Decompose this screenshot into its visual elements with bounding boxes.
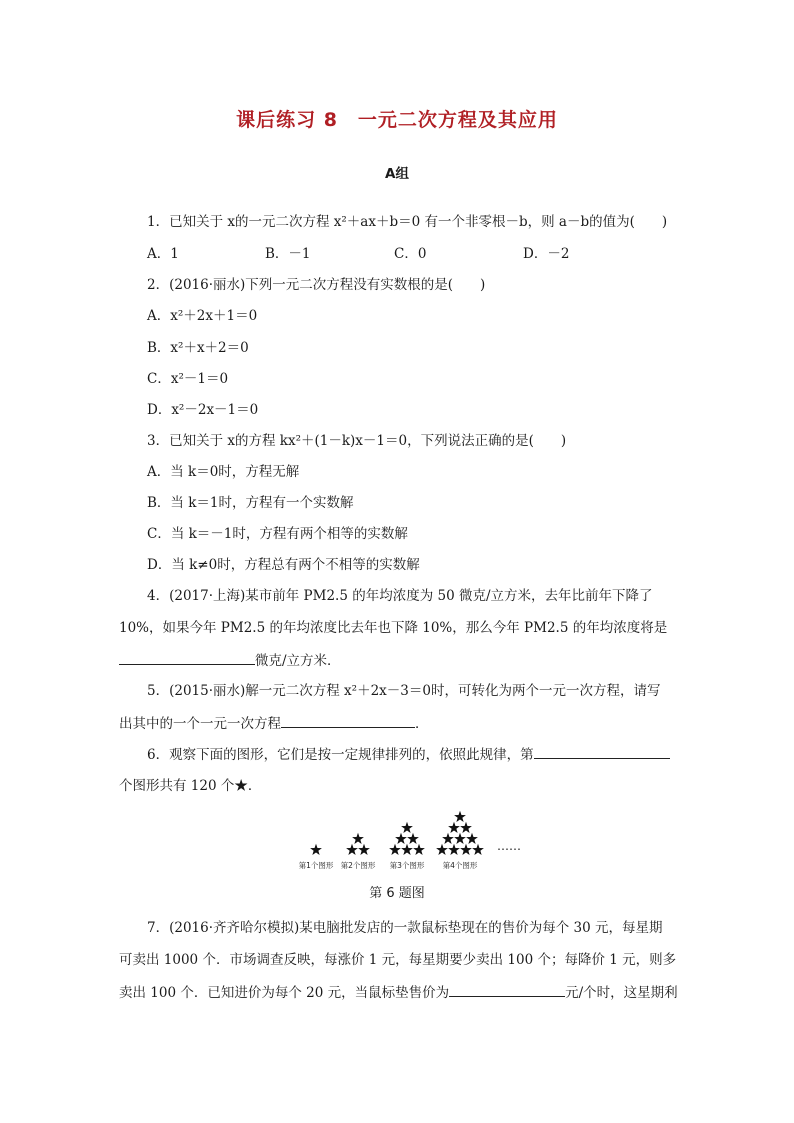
figure-ellipsis: …… xyxy=(497,839,521,853)
figure-2-label: 第2个图形 xyxy=(340,861,376,870)
q6-answer-blank[interactable] xyxy=(534,744,670,759)
star-pattern-svg xyxy=(296,806,536,872)
q1-option-b: B．－1 xyxy=(265,246,311,262)
figure-3-stars xyxy=(389,822,425,855)
figure-1-stars xyxy=(310,844,322,855)
figure-1-label: 第1个图形 xyxy=(298,861,334,870)
q4-line-2: 10%，如果今年 PM2.5 的年均浓度比去年也下降 10%，那么今年 PM2.5 的年均浓度将是 xyxy=(119,620,668,636)
q2-option-b: B．x²＋x＋2＝0 xyxy=(147,340,249,356)
page-title: 课后练习 8 一元二次方程及其应用 xyxy=(236,109,558,131)
q7-answer-blank[interactable] xyxy=(449,982,565,997)
figure-4-stars xyxy=(436,811,484,855)
q3-option-d: D．当 k≠0时，方程总有两个不相等的实数解 xyxy=(147,557,420,573)
q5-line-1: 5．(2015·丽水)解一元二次方程 x²＋2x－3＝0时，可转化为两个一元一次方程，请写 xyxy=(147,683,661,699)
q2-option-d: D．x²－2x－1＝0 xyxy=(147,402,259,418)
q5-line-2 xyxy=(119,713,429,734)
figure-4-label: 第4个图形 xyxy=(442,861,478,870)
q3-stem: 3．已知关于 x的方程 kx²＋(1－k)x－1＝0，下列说法正确的是( ) xyxy=(147,433,567,449)
q2-stem: 2．(2016·丽水)下列一元二次方程没有实数根的是( ) xyxy=(147,277,486,293)
q7-line-1: 7．(2016·齐齐哈尔模拟)某电脑批发店的一款鼠标垫现在的售价为每个 30 元，每星期 xyxy=(147,920,663,936)
figure-caption: 第 6 题图 xyxy=(369,886,425,901)
q3-option-c: C．当 k＝－1时，方程有两个相等的实数解 xyxy=(147,526,408,542)
q6-line-1-prefix: 6．观察下面的图形，它们是按一定规律排列的，依照此规律，第 xyxy=(147,747,534,763)
q5-answer-blank[interactable] xyxy=(281,713,415,728)
q6-line-1 xyxy=(147,744,670,765)
q4-line-3-suffix: 微克/立方米． xyxy=(255,653,341,669)
q4-line-1: 4．(2017·上海)某市前年 PM2.5 的年均浓度为 50 微克/立方米，去年比前年下降了 xyxy=(147,588,653,604)
q4-line-3 xyxy=(119,650,341,671)
q5-line-2-prefix: 出其中的一个一元一次方程 xyxy=(119,716,281,732)
q3-option-a: A．当 k＝0时，方程无解 xyxy=(147,464,300,480)
q4-answer-blank[interactable] xyxy=(119,650,255,665)
q7-line-2: 可卖出 1000 个．市场调查反映，每涨价 1 元，每星期要少卖出 100 个；每降价 1 元，则多 xyxy=(119,952,677,968)
q6-line-2: 个图形共有 120 个★． xyxy=(119,778,262,794)
q1-option-a: A．1 xyxy=(147,246,179,262)
q1-stem: 1．已知关于 x的一元二次方程 x²＋ax＋b＝0 有一个非零根－b，则 a－b的值为( ) xyxy=(147,214,668,230)
q2-option-a: A．x²＋2x＋1＝0 xyxy=(147,308,258,324)
star-pattern-figure xyxy=(296,806,536,872)
q7-line-3 xyxy=(119,982,678,1003)
q1-option-c: C．0 xyxy=(394,246,427,262)
group-label: A组 xyxy=(385,166,409,182)
q7-line-3-prefix: 卖出 100 个．已知进价为每个 20 元，当鼠标垫售价为 xyxy=(119,985,450,1001)
q1-option-d: D．－2 xyxy=(523,246,570,262)
figure-3-label: 第3个图形 xyxy=(389,861,425,870)
q7-line-3-suffix: 元/个时，这星期利 xyxy=(565,985,678,1001)
figure-2-stars xyxy=(346,833,370,855)
q3-option-b: B．当 k＝1时，方程有一个实数解 xyxy=(147,495,354,511)
q2-option-c: C．x²－1＝0 xyxy=(147,371,229,387)
q5-line-2-suffix: ． xyxy=(415,716,429,732)
